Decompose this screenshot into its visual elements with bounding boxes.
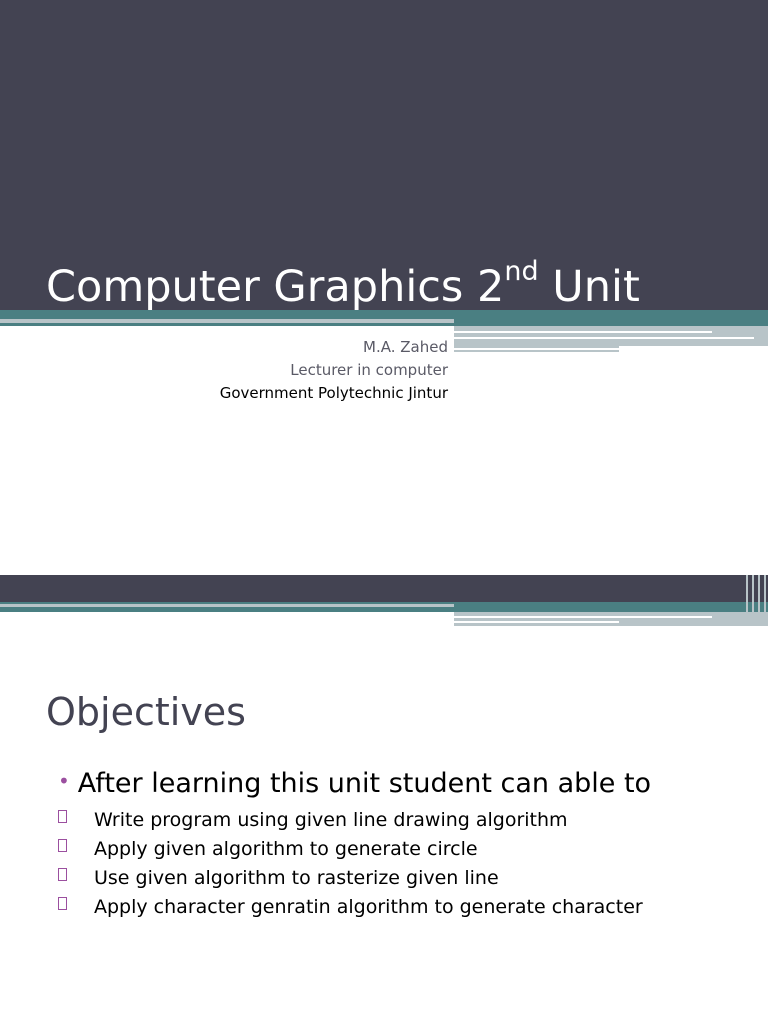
band-vertical-line-1 bbox=[746, 575, 748, 625]
bullet-box-icon bbox=[58, 810, 67, 823]
intro-text: After learning this unit student can able to bbox=[77, 768, 652, 799]
list-item bbox=[58, 892, 643, 921]
bullet-box-icon bbox=[58, 839, 67, 852]
band-vertical-line-2 bbox=[752, 575, 754, 625]
accent-stripe-right-line-4 bbox=[454, 348, 619, 350]
bullet-dot-icon: • bbox=[58, 769, 70, 793]
objectives-list bbox=[58, 805, 643, 921]
author-name: M.A. Zahed bbox=[363, 338, 448, 356]
accent-stripe-light bbox=[0, 319, 454, 323]
title-suffix: Unit bbox=[538, 262, 640, 312]
band-stripe-right-line-2 bbox=[454, 621, 619, 623]
band-vertical-line-4 bbox=[764, 575, 766, 625]
band-stripe-right-line-1 bbox=[454, 616, 712, 618]
list-item-text: Use given algorithm to rasterize given line bbox=[94, 866, 499, 889]
accent-stripe-right-line-2 bbox=[454, 337, 754, 339]
band-vertical-line-3 bbox=[758, 575, 760, 625]
bullet-box-icon bbox=[58, 897, 67, 910]
author-role: Lecturer in computer bbox=[290, 361, 448, 379]
title-text: Computer Graphics 2 bbox=[46, 262, 505, 312]
title-superscript: nd bbox=[504, 256, 539, 287]
bullet-box-icon bbox=[58, 868, 67, 881]
accent-stripe-right-1 bbox=[454, 326, 768, 346]
list-item-text: Apply given algorithm to generate circle bbox=[94, 837, 478, 860]
accent-stripe-right-line-1 bbox=[454, 331, 712, 333]
list-item bbox=[58, 834, 643, 863]
slide-title bbox=[46, 256, 640, 312]
band-stripe-right bbox=[454, 612, 768, 626]
accent-stripe-teal bbox=[0, 310, 768, 326]
objectives-heading: Objectives bbox=[46, 690, 246, 734]
list-item-text: Apply character genratin algorithm to generate character bbox=[94, 895, 643, 918]
list-item-text: Write program using given line drawing algorithm bbox=[94, 808, 568, 831]
list-item bbox=[58, 805, 643, 834]
institution: Government Polytechnic Jintur bbox=[219, 384, 448, 402]
band-stripe-light bbox=[0, 604, 454, 607]
slide-top-band bbox=[0, 575, 768, 602]
intro-bullet bbox=[58, 768, 651, 799]
list-item bbox=[58, 863, 643, 892]
